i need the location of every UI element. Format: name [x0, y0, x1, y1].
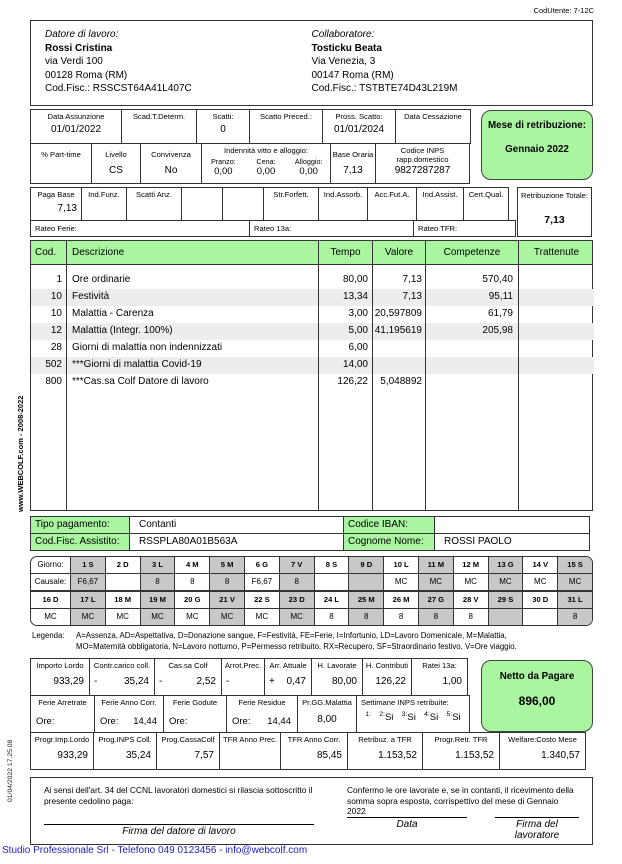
week-1: 1:: [365, 711, 371, 718]
table-row: 800 ***Cas.sa Colf Datore di lavoro 126,22 5,048892: [31, 374, 592, 391]
calendar-day: 20 G: [175, 592, 210, 608]
field-progr-retr-tfr: Progr.Retr. TFR 1.153,52: [422, 732, 500, 770]
work-calendar: [30, 556, 593, 626]
field-ind-funz: Ind.Funz.: [81, 187, 127, 221]
field-ferie-anno-corr: Ferie Anno Corr. Ore: 14,44: [94, 695, 164, 733]
legend-line1: A=Assenza, AD=Aspettativa, D=Donazione sangue, F=Festività, FE=Ferie, I=Infortunio, LD=Lavoro Domenicale, M=Malattia,: [76, 631, 507, 640]
employer-name: Rossi Cristina: [45, 42, 113, 54]
cognome-nome-label: Cognome Nome:: [343, 533, 435, 551]
field-rateo-13a: Rateo 13a:: [249, 220, 414, 237]
calendar-causale: F6,67: [245, 574, 280, 590]
payment-section: [30, 516, 593, 551]
field-arr-attuale: Arr. Attuale + 0,47: [264, 658, 312, 696]
field-str-forfett: Str.Forfett.: [263, 187, 319, 221]
field-welfare-costo-mese: Welfare:Costo Mese 1.340,57: [499, 732, 586, 770]
employer-signature-line: Firma del datore di lavoro: [44, 824, 314, 837]
codice-iban-label: Codice IBAN:: [343, 516, 435, 534]
employer-block: [45, 28, 312, 98]
calendar-causale: MC: [210, 609, 245, 625]
calendar-day: 2 D: [106, 557, 141, 573]
tipo-pagamento-value: Contanti: [129, 516, 344, 534]
week-2: $^{2:}$Si: [379, 711, 394, 723]
calendar-causale: 8: [349, 609, 384, 625]
field-scatto-preced: Scatto Preced.:: [249, 109, 323, 144]
field-part-time: % Part-time: [30, 143, 92, 184]
calendar-day: 1 S: [71, 557, 106, 573]
field-h-lavorate: H. Lavorate 80,00: [311, 658, 363, 696]
field-data-cessazione: Data Cessazione: [395, 109, 471, 144]
week-3: $^{3:}$Si: [401, 711, 416, 723]
week-5: $^{5:}$Si: [446, 711, 461, 723]
legend-line2: MO=Maternità obbligatoria, N=Lavoro notturno, P=Permesso retribuito, RX=Recupero, SF=Straordinario festivo, V=Ore viaggio.: [76, 642, 517, 651]
calendar-day: 11 M: [419, 557, 454, 573]
field-cert-qual: Cert.Qual.: [463, 187, 509, 221]
cf-assistito-value: RSSPLA80A01B563A: [129, 533, 344, 551]
contract-section: [30, 109, 593, 184]
field-indennita: Indennità vitto e alloggio: Pranzo: Cena: Alloggio: 0,00 0,00 0,00: [201, 143, 331, 184]
calendar-causale: [523, 609, 558, 625]
worker-address1: Via Venezia, 3: [311, 56, 376, 67]
field-prog-cassacolf: Prog.CassaColf 7,57: [156, 732, 220, 770]
field-prog-inps-coll: Prog.INPS Coll. 35,24: [93, 732, 157, 770]
field-empty-2: [222, 187, 264, 221]
calendar-causale: [349, 574, 384, 590]
cognome-nome-value: ROSSI PAOLO: [434, 533, 590, 551]
tipo-pagamento-label: Tipo pagamento:: [30, 516, 130, 534]
month-box-value: Gennaio 2022: [505, 144, 569, 155]
field-progr-imp-lordo: Progr.Imp.Lordo 933,29: [30, 732, 94, 770]
table-row: 28 Giorni di malattia non indennizzati 6,00: [31, 340, 592, 357]
field-livello: Livello CS: [91, 143, 141, 184]
netto-label: Netto da Pagare: [499, 671, 575, 682]
calendar-causale: MC: [384, 574, 419, 590]
calendar-day: 12 M: [454, 557, 489, 573]
calendar-causale: MC: [31, 609, 71, 625]
calendar-day: 23 D: [280, 592, 315, 608]
calendar-day: 10 L: [384, 557, 419, 573]
field-contr-carico-coll: Contr.carico coll. - 35,24: [89, 658, 155, 696]
field-empty-1: [181, 187, 223, 221]
calendar-day: 6 G: [245, 557, 280, 573]
calendar-causale: 8: [141, 574, 176, 590]
calendar-day: 19 M: [141, 592, 176, 608]
pay-components-section: [30, 187, 593, 237]
table-row: 502 ***Giorni di malattia Covid-19 14,00: [31, 357, 592, 374]
calendar-causale: F6,67: [71, 574, 106, 590]
calendar-causale: MC: [71, 609, 106, 625]
webcolf-watermark: www.WEBCOLF.com - 2008-2022: [16, 395, 25, 512]
calendar-day: 27 G: [419, 592, 454, 608]
calendar-causale: [489, 609, 524, 625]
calendar-day: 3 L: [141, 557, 176, 573]
date-signature-line: Data: [347, 817, 467, 841]
calendar-causale: 8: [419, 609, 454, 625]
footer-studio-info: Studio Professionale Srl - Telefono 049 0123456 - info@webcolf.com: [2, 845, 308, 856]
netto-da-pagare-box: [481, 660, 593, 732]
calendar-causale: MC: [175, 609, 210, 625]
field-scatti-anz: Scatti Anz.: [126, 187, 182, 221]
calendar-day: 4 M: [175, 557, 210, 573]
pranzo-value: 0,00: [214, 166, 233, 177]
alloggio-value: 0,00: [299, 166, 318, 177]
employer-declaration: Ai sensi dell'art. 34 del CCNL lavoratori domestici si rilascia sottoscritto il presente cedolino paga:: [44, 785, 313, 806]
field-cassa-colf: Cas.sa Colf - 2,52: [154, 658, 222, 696]
cod-utente: CodUtente: 7-12C: [533, 6, 594, 15]
cena-value: 0,00: [256, 166, 276, 177]
calendar-day: 13 G: [489, 557, 524, 573]
calendar-causale: MC: [419, 574, 454, 590]
calendar-day: 16 D: [31, 592, 71, 608]
table-row: 10 Malattia - Carenza 3,00 20,597809 61,79: [31, 306, 592, 323]
calendar-causale: 8: [210, 574, 245, 590]
calendar-day: 31 L: [558, 592, 592, 608]
employer-fiscal-code: Cod.Fisc.: RSSCST64A41L407C: [45, 83, 192, 94]
month-box: [481, 110, 593, 180]
field-retribuzione-totale: Retribuzione Totale: 7,13: [517, 187, 592, 237]
calendar-day: 17 L: [71, 592, 106, 608]
field-arrot-prec: Arrot.Prec. -: [221, 658, 265, 696]
cena-label: Cena:: [256, 157, 276, 166]
table-spacer-row: [31, 265, 592, 272]
field-pr-gg-malattia: Pr.GG.Malattia 8,00: [297, 695, 357, 733]
calendar-causale: MC: [523, 574, 558, 590]
earnings-table-header: Cod. Descrizione Tempo Valore Competenze Trattenute: [31, 241, 592, 265]
calendar-causale: 8: [315, 609, 350, 625]
totals-section: [30, 658, 593, 770]
payslip-sheet: [30, 20, 593, 845]
calendar-day: 25 M: [349, 592, 384, 608]
field-scatti: Scatti: 0: [196, 109, 250, 144]
earnings-table: [30, 240, 593, 511]
worker-signature-line: Firma del lavoratore: [495, 817, 579, 841]
calendar-causale: 8: [384, 609, 419, 625]
field-importo-lordo: Importo Lordo 933,29: [30, 658, 90, 696]
field-ratei-13a: Ratei 13a: 1,00: [411, 658, 468, 696]
calendar-day: 15 S: [558, 557, 592, 573]
cf-assistito-label: Cod.Fisc. Assistito:: [30, 533, 130, 551]
netto-value: 896,00: [518, 694, 556, 708]
calendar-day: 9 D: [349, 557, 384, 573]
calendar-causale: [106, 574, 141, 590]
legend: [30, 630, 593, 652]
field-rateo-ferie: Rateo Ferie:: [30, 220, 250, 237]
field-rateo-tfr: Rateo TFR:: [413, 220, 516, 237]
field-ferie-godute: Ferie Godute Ore:: [163, 695, 227, 733]
field-h-contributi: H. Contributi 126,22: [362, 658, 412, 696]
calendar-causale: 8: [558, 609, 592, 625]
employer-address1: via Verdi 100: [45, 56, 103, 67]
causale-label: Causale:: [31, 574, 71, 590]
field-convivenza: Convivenza No: [140, 143, 202, 184]
field-paga-base: Paga Base 7,13: [30, 187, 82, 221]
giorno-label: Giorno:: [31, 557, 71, 573]
table-row: 12 Malattia (Integr. 100%) 5,00 41,195619 205,98: [31, 323, 592, 340]
signatures-box: [30, 777, 593, 845]
codice-iban-value: [434, 516, 590, 534]
field-data-assunzione: Data Assunzione 01/01/2022: [30, 109, 122, 144]
calendar-day: 24 L: [315, 592, 350, 608]
field-tfr-anno-corr: TFR Anno Corr. 85,45: [280, 732, 348, 770]
field-base-oraria: Base Oraria 7,13: [330, 143, 376, 184]
calendar-causale: 8: [175, 574, 210, 590]
worker-fiscal-code: Cod.Fisc.: TSTBTE74D43L219M: [311, 83, 458, 94]
calendar-day: 30 D: [523, 592, 558, 608]
table-row: 1 Ore ordinarie 80,00 7,13 570,40: [31, 272, 592, 289]
month-box-label: Mese di retribuzione:: [488, 120, 586, 131]
worker-address2: 00147 Roma (RM): [311, 69, 394, 81]
worker-declaration: Confermo le ore lavorate e, se in contanti, il ricevimento della somma sopra esposta, corrispettivo del mese di Gennaio 2022: [347, 785, 574, 817]
calendar-day: 26 M: [384, 592, 419, 608]
calendar-causale: MC: [106, 609, 141, 625]
calendar-day: 8 S: [315, 557, 350, 573]
pranzo-label: Pranzo:: [210, 157, 236, 166]
worker-block: [312, 28, 579, 98]
field-retribuz-a-tfr: Retribuz. a TFR 1.153,52: [347, 732, 423, 770]
parties-box: [30, 20, 593, 106]
employer-address2: 00128 Roma (RM): [45, 69, 128, 81]
calendar-causale: MC: [489, 574, 524, 590]
legend-label: Legenda:: [32, 631, 65, 640]
table-row: 10 Festività 13,34 7,13 95,11: [31, 289, 592, 306]
calendar-causale: 8: [454, 609, 489, 625]
field-ind-assist: Ind.Assist.: [416, 187, 464, 221]
field-codice-inps: Codice INPS rapp.domestico 9827287287: [375, 143, 470, 184]
calendar-causale: MC: [558, 574, 592, 590]
field-settimane-inps: Settimane INPS retribuite: $^{1:}$ $^{2:}$Si $^{3:}$Si $^{4:}$Si $^{5:}$Si: [356, 695, 470, 733]
field-ferie-arretrate: Ferie Arretrate Ore:: [30, 695, 95, 733]
field-acc-fut-a: Acc.Fut.A.: [367, 187, 417, 221]
table-filler: [31, 391, 592, 510]
calendar-causale: MC: [141, 609, 176, 625]
calendar-day: 22 S: [245, 592, 280, 608]
calendar-causale: MC: [454, 574, 489, 590]
calendar-day: 18 M: [106, 592, 141, 608]
alloggio-label: Alloggio:: [294, 157, 323, 166]
employer-label: Datore di lavoro:: [45, 29, 119, 40]
calendar-day: 29 S: [489, 592, 524, 608]
calendar-day: 14 V: [523, 557, 558, 573]
week-4: $^{4:}$Si: [424, 711, 439, 723]
field-pross-scatto: Pross. Scatto: 01/01/2024: [322, 109, 396, 144]
calendar-causale: 8: [280, 574, 315, 590]
field-ind-assorb: Ind.Assorb.: [318, 187, 368, 221]
worker-name: Tosticku Beata: [311, 42, 382, 54]
calendar-causale: MC: [245, 609, 280, 625]
calendar-day: 28 V: [454, 592, 489, 608]
print-timestamp: 01/04/2022 17.25.08: [7, 739, 14, 802]
calendar-causale: [315, 574, 350, 590]
calendar-day: 7 V: [280, 557, 315, 573]
field-scad-t-determ: Scad.T.Determ.: [121, 109, 197, 144]
calendar-causale: MC: [280, 609, 315, 625]
field-tfr-anno-prec: TFR Anno Prec.: [219, 732, 281, 770]
calendar-day: 5 M: [210, 557, 245, 573]
field-ferie-residue: Ferie Residue Ore: 14,44: [226, 695, 298, 733]
worker-label: Collaboratore:: [311, 29, 375, 40]
calendar-day: 21 V: [210, 592, 245, 608]
